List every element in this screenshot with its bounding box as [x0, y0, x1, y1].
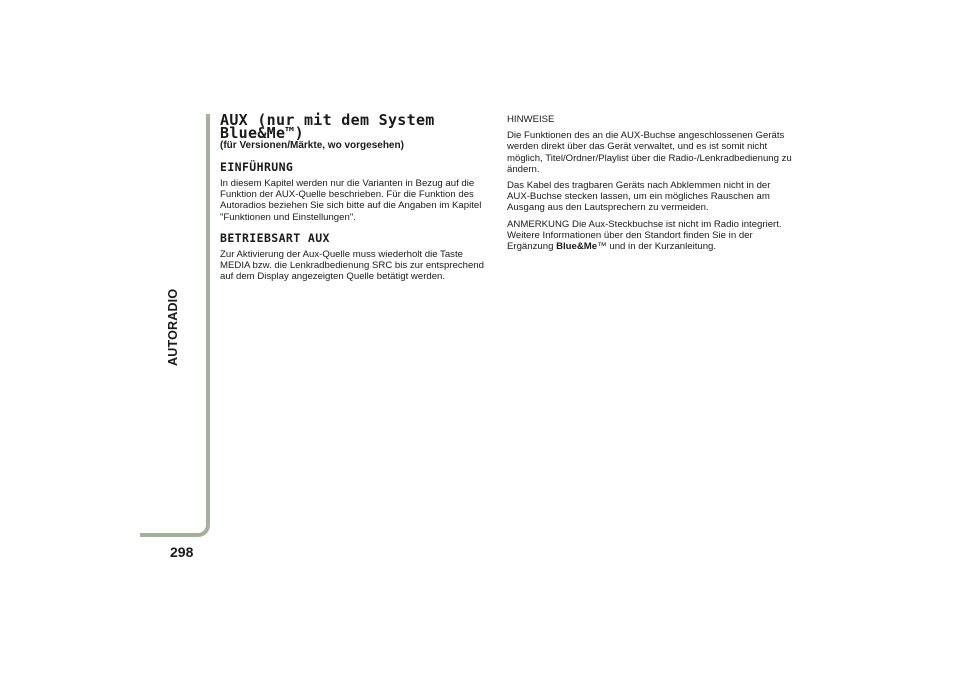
- section-label: AUTORADIO: [166, 288, 180, 366]
- note-paragraph-2: Das Kabel des tragbaren Geräts nach Abklemmen nicht in der AUX-Buchse stecken lassen, um ein mögliches Rauschen am Ausgang aus den Lautsprechern zu vermeiden.: [507, 180, 771, 214]
- right-column: [507, 114, 792, 257]
- title-line-2: Blue&Me™): [220, 124, 304, 142]
- left-column: [220, 111, 492, 291]
- note-paragraph-1: Die Funktionen des an die AUX-Buchse angeschlossenen Geräts werden direkt über das Gerät verwaltet, und es ist somit nicht möglich, Titel/Ordner/Playlist über die Radio-/Lenkradbedienung zu ändern.: [507, 130, 792, 175]
- mode-text: Zur Aktivierung der Aux-Quelle muss wiederholt die Taste MEDIA bzw. die Lenkradbedienung SRC bis zur entsprechend auf dem Display angezeigten Quelle betätigt werden.: [220, 248, 484, 283]
- mode-heading: BETRIEBSART AUX: [220, 230, 330, 245]
- title-line-1: AUX (nur mit dem System: [220, 111, 435, 129]
- title-subtitle: (für Versionen/Märkte, wo vorgesehen): [220, 140, 404, 151]
- intro-text: In diesem Kapitel werden nur die Varianten in Bezug auf die Funktion der AUX-Quelle beschrieben. Für die Funktion des Autoradios beziehen Sie sich bitte auf die Angaben im Kapitel "Funktionen und Einstellungen".: [220, 178, 482, 223]
- remark-paragraph: [507, 219, 792, 253]
- intro-heading: EINFÜHRUNG: [220, 160, 294, 174]
- remark-text-2: ™ und in der Kurzanleitung.: [597, 241, 717, 253]
- note-heading: HINWEISE: [507, 114, 555, 125]
- page-number: 298: [170, 544, 194, 560]
- remark-text-1: ANMERKUNG Die Aux-Steckbuchse ist nicht im Radio integriert. Weitere Informationen über den Standort finden Sie in der Ergänzung: [507, 218, 782, 253]
- remark-brand: Blue&Me: [556, 241, 598, 253]
- page-title: [220, 111, 492, 142]
